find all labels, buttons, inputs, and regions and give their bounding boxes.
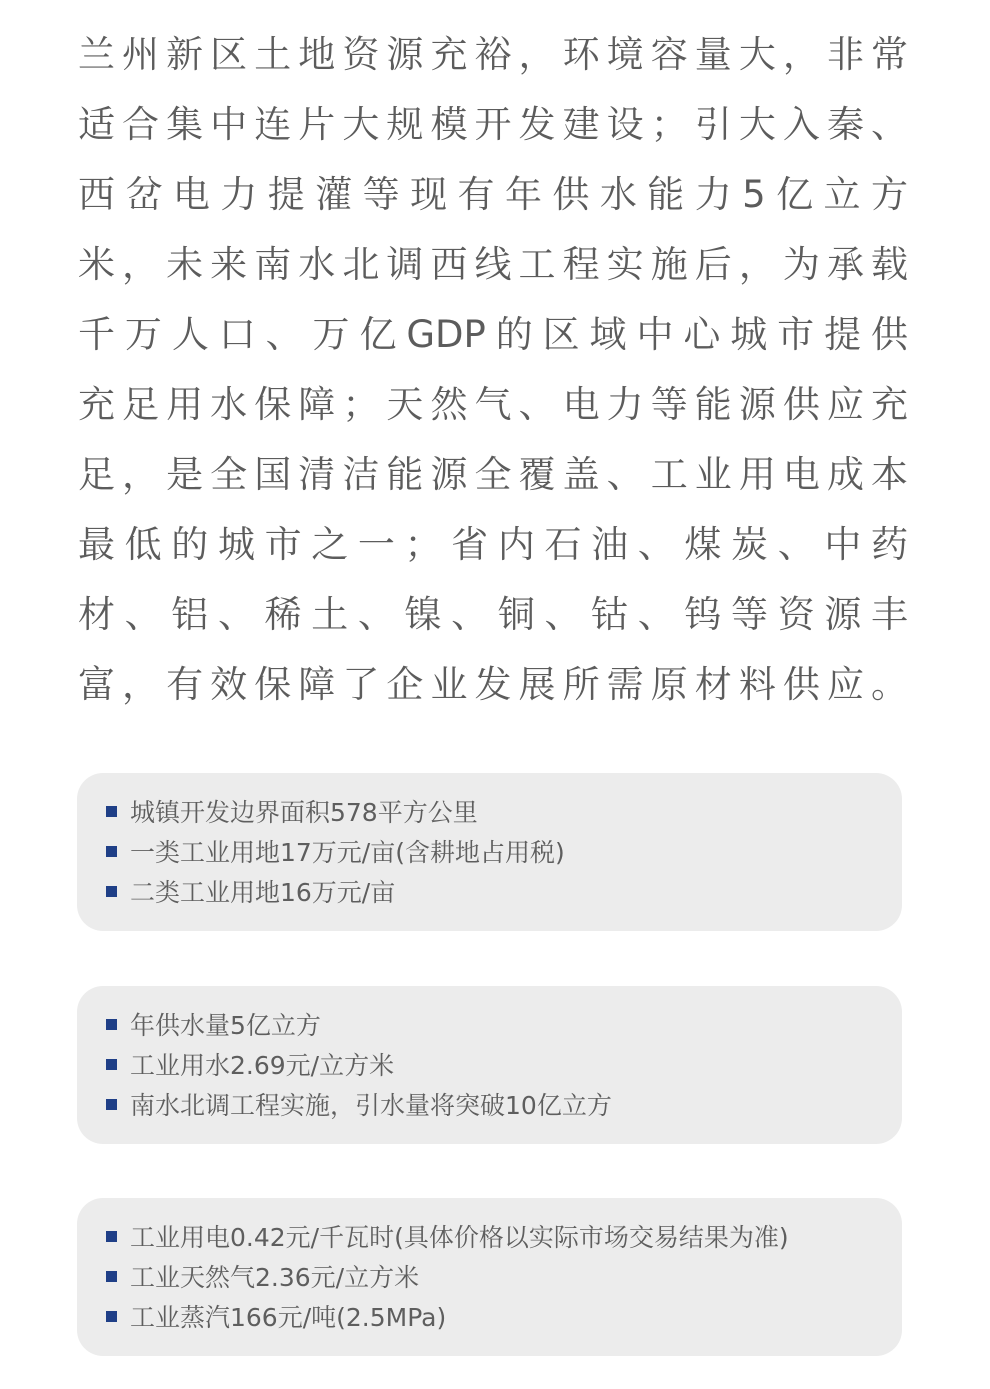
square-bullet-icon <box>106 886 117 897</box>
land-info-card <box>77 773 902 931</box>
list-item <box>106 1084 902 1124</box>
square-bullet-icon <box>106 1271 117 1282</box>
list-item-text: 工业用水2.69元/立方米 <box>130 1051 395 1080</box>
list-item <box>106 791 902 831</box>
intro-line: 最低的城市之一；省内石油、煤炭、中药 <box>78 523 908 566</box>
list-item <box>106 1004 902 1044</box>
square-bullet-icon <box>106 1231 117 1242</box>
list-item-text: 一类工业用地17万元/亩(含耕地占用税) <box>130 838 565 867</box>
intro-line: 兰州新区土地资源充裕，环境容量大，非常 <box>78 33 908 76</box>
list-item <box>106 1044 902 1084</box>
list-item <box>106 1256 902 1296</box>
intro-line: 米，未来南水北调西线工程实施后，为承载 <box>78 243 908 286</box>
list-item-text: 年供水量5亿立方 <box>130 1011 321 1040</box>
square-bullet-icon <box>106 846 117 857</box>
square-bullet-icon <box>106 1099 117 1110</box>
list-item <box>106 1216 902 1256</box>
square-bullet-icon <box>106 1059 117 1070</box>
list-item <box>106 831 902 871</box>
list-item-text: 二类工业用地16万元/亩 <box>130 878 396 907</box>
list-item-text: 工业天然气2.36元/立方米 <box>130 1263 420 1292</box>
intro-line: 富，有效保障了企业发展所需原材料供应。 <box>78 663 908 706</box>
energy-info-card <box>77 1198 902 1356</box>
intro-line: 适合集中连片大规模开发建设；引大入秦、 <box>78 103 908 146</box>
intro-paragraph <box>78 20 908 720</box>
square-bullet-icon <box>106 1019 117 1030</box>
intro-line: 充足用水保障；天然气、电力等能源供应充 <box>78 383 908 426</box>
intro-line: 千万人口、万亿GDP的区域中心城市提供 <box>78 313 908 356</box>
square-bullet-icon <box>106 1311 117 1322</box>
intro-line: 材、铝、稀土、镍、铜、钴、钨等资源丰 <box>78 593 908 636</box>
list-item-text: 城镇开发边界面积578平方公里 <box>130 798 478 827</box>
intro-line: 西岔电力提灌等现有年供水能力5亿立方 <box>78 173 908 216</box>
square-bullet-icon <box>106 806 117 817</box>
list-item-text: 工业蒸汽166元/吨(2.5MPa) <box>130 1303 447 1332</box>
list-item-text: 南水北调工程实施，引水量将突破10亿立方 <box>130 1091 612 1120</box>
list-item-text: 工业用电0.42元/千瓦时(具体价格以实际市场交易结果为准) <box>130 1223 789 1252</box>
intro-line: 足，是全国清洁能源全覆盖、工业用电成本 <box>78 453 908 496</box>
list-item <box>106 1296 902 1336</box>
water-info-card <box>77 986 902 1144</box>
list-item <box>106 871 902 911</box>
